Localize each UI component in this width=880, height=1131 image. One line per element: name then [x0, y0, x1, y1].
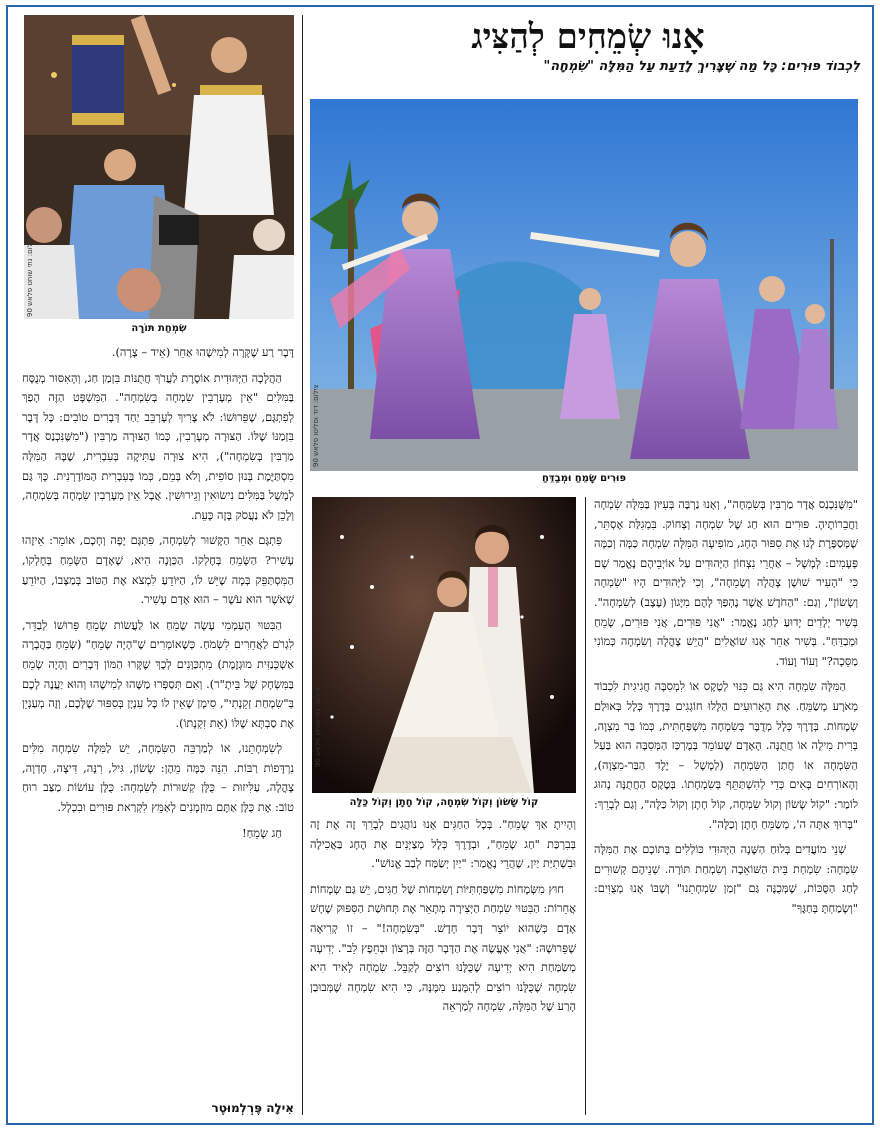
torah-photo-caption: שִׂמְחַת תּוֹרָה: [131, 323, 187, 334]
wedding-photo-caption: קוֹל שָׂשׂוֹן וְקוֹל שִׂמְחָה, קוֹל חָתָן וְקוֹל כַּלָּה: [349, 797, 539, 808]
paragraph: "מִשֶּׁנִּכְנַס אֲדָר מַרְבִּין בְּשִׂמְחָה", וְאָנוּ נַרְבֶּה בְּעִיּוּן בַּמִּלָּה שִׂמְחָה וַחֲבֵרוֹתֶיהָ. פּוּרִים הוּא חַג שֶׁל שִׂמְחָה וְצְחוֹק. בִּמְגִלַּת אֶסְתֵּר, שֶׁמְּסַפֶּרֶת לָנוּ אֶת סִפּוּר הֶחָג, מוֹפִיעָה הַמִּלָּה שִׂמְחָה כַּמָּה וְכַמָּה פְּעָמִים: לְמָשָׁל – אַחֲרֵי נִצְחוֹן הַיְּהוּדִים עַל אוֹיְבֵיהֶם נֶאֱמַר שָׁם כִּי "הָעִיר שׁוּשָׁן צָהֲלָה וְשָׂמֵחָה", וְכִי לַיְּהוּדִים הָיוּ "שִׂמְחָה וְשָׂשׂוֹן", וְגַם: "הַחֹדֶשׁ אֲשֶׁר נֶהְפַּךְ לָהֶם מִיָּגוֹן (עֶצֶב) לְשִׂמְחָה". בְּשִׁיר יְלָדִים יָדוּעַ לַחַג נֶאֱמַר: "אֲנִי פּוּרִים, אֲנִי פּוּרִים, שָׂמֵחַ וּמְבַדֵּחַ". בְּשִׁיר אַחֵר אָנוּ שׁוֹאֲלִים "הֲיֵשׁ צָהֳלָה וְשִׂמְחָה כְּמוֹנִי מַסֵּכָה?" וְעוֹד וָעוֹד.: [594, 498, 858, 668]
paragraph: הַהֲלָכָה הַיְּהוּדִית אוֹסֶרֶת לַעֲרֹךְ חֲתֻנּוֹת בִּזְמַן חַג, וְהָאִסּוּר מְנֻסָּח בַּמִּלִּים "אֵין מְעָרְבִין שִׂמְחָה בְּשִׂמְחָה". הַמִּשְׁפָּט הַזֶּה הָפַךְ לְפִתְגָּם, שֶׁפֵּרוּשׁוֹ: לֹא צָרִיךְ לְעָרְבֵּב יַחַד דְּבָרִים טוֹבִים: כָּל דָּבָר בִּזְמַנּוֹ שֶׁלּוֹ. הַצּוּרָה מְעָרְבִין, כְּמוֹ הַצּוּרָה מַרְבִּין ("מִשֶּׁנִּכְנַס אֲדָר מַרְבִּין בְּשִׂמְחָה"), הִיא צוּרָה עַתִּיקָה בְּעִבְרִית, שֶׁבָּהּ הַמִּלָּה מִסְתַּיֶּמֶת בְּנוּן סוֹפִית, וְלֹא בְּמֵם, כְּמוֹ בְּעִבְרִית הַמּוֹדֶרְנִית. כָּךְ גַּם לְמָשָׁל בַּמִּלִּים נִישׂוּאִין וְגֵירוּשִׁין. אֲבָל אֵין מְעָרְבִין שִׂמְחָה בְּשִׂמְחָה, וְלָכֵן לֹא נַעֲסֹק בָּזֶה כָּעֵת.: [22, 371, 294, 522]
paragraph: וְהָיִיתָ אַךְ שָׂמֵחַ". בְּכָל הַחַגִּים אָנוּ נוֹהֲגִים לְבָרֵךְ זֶה אֶת זֶה בְּבִרְכַּת "חַג שָׂמֵחַ", וּבְדֶרֶךְ כְּלָל מְצַיְּנִים אֶת הֶחָג בַּאֲכִילָה וּבִשְׁתִיַּת יַיִן, שֶׁהֲרֵי נֶאֱמַר: "יַיִן יְשַׂמַּח לְבַב אֱנוֹשׁ".: [310, 818, 576, 871]
left-text-column: [22, 343, 294, 1101]
paragraph: הַבִּטּוּי הָעַמְמִי עָשָׂה שָׂמֵחַ אוֹ לַעֲשׂוֹת שָׂמֵחַ פֵּרוּשׁוֹ לְבַדֵּר, לִגְרֹם לַאֲחֵרִים לִשְׂמֹחַ. כְּשֶׁאוֹמְרִים שֶׁ"הָיָה שָׂמֵחַ" (שְׂמֵחַ בַּהֲבָרָה אַשְׁכְּנַזִּית מוּגְזֶמֶת) מִתְכַּוְּנִים לְכָךְ שֶׁקָּרוּ הַמּוֹן דְּבָרִים וְהָיָה שָׂמֵחַ בַּמִּשְׂחָק שֶׁל בֵּיתָ"ר). וְאִם תְּסַפְּרוּ מַשֶּׁהוּ לְמִישֶׁהוּ וְהוּא יַעֲנֶה לָכֶם בְּ"שִׂמְחַת זְקֵנָתִי", סִימָן שֶׁאֵין לוֹ כָּל עִנְיָן בְּסִפּוּר שֶׁלָּכֶם, וְזֶה מְעַנְיֵן אֶת סַבְתָּא שֶׁלּוֹ (אֵת זִקְנָתוֹ).: [22, 618, 294, 730]
article-page: [6, 5, 874, 1125]
paragraph: דָּבָר רַע שֶׁקָּרָה לְמִישֶׁהוּ אַחֵר (אֵיד – צָרָה).: [111, 346, 294, 359]
middle-text-column: [310, 815, 576, 1121]
article-title: אָנוּ שְׂמֵחִים לְהַצִּיג: [471, 17, 705, 57]
torah-photo-credit: צילום: נתי שוחט פלאש 90: [26, 237, 34, 317]
column-divider: [585, 497, 586, 1115]
paragraph: לְשִׂמְחָתֵנוּ, אוֹ לְמַרְבֵּה הַשִּׂמְחָה, יֵשׁ לַמִּלָּה שִׂמְחָה מִלִּים נִרְדָּפוֹת רַבּוֹת. הִנֵּה כַּמָּה מֵהֶן: שָׂשׂוֹן, גִּיל, רִנָּה, דִּיצָה, חֶדְוָה, צָהֳלָה, עַלִּיזוּת – כֻּלָּן קְשׁוּרוֹת לְשִׂמְחָה: כֻּלָּן עוֹשׂוֹת מַצַּב רוּחַ טוֹב: אֶת כֻּלָּן אַתֶּם מוּזְמָנִים לְאַמֵּץ לִקְרַאת פּוּרִים וּבִכְלָל.: [22, 742, 294, 815]
purim-photo-caption: פּוּרִים שָׂמֵחַ וּמְבַדֵּחַ: [541, 473, 627, 484]
column-divider: [302, 15, 303, 1115]
paragraph: חַג שָׂמֵחַ!: [242, 826, 282, 840]
right-text-column: [594, 495, 858, 1121]
wedding-photo-credit: צילום: נתי שוחט פלאש 90: [314, 687, 322, 767]
wedding-image: [312, 497, 576, 793]
torah-photo: [24, 15, 294, 319]
article-subtitle: לִכְבוֹד פּוּרִים: כָּל מַה שֶּׁצָּרִיךְ לָדַעַת עַל הַמִּלָּה "שִׂמְחָה": [543, 59, 860, 74]
paragraph: פִּתְגָּם אַחֵר הַקָּשׁוּר לְשִׂמְחָה, פִּתְגָּם יָפֶה וְחָכָם, אוֹמֵר: אֵיזֶהוּ עָשִׁיר? הַשָּׂמֵחַ בְּחֶלְקוֹ. הַכַּוָּנָה הִיא, שֶׁאָדָם הַשָּׂמֵחַ בְּחֶלְקוֹ, הַמִּסְתַּפֵּק בְּמָה שֶׁיֵּשׁ לוֹ, הַיּוֹדֵעַ לִמְצֹא אֶת הַטּוֹב בְּמַצָּבוֹ, הַיּוֹדֵעַ שֶׁאֹשֶׁר הוּא עֹשֶׁר – הוּא אָדָם עָשִׁיר.: [22, 534, 294, 607]
paragraph: חוּץ מִשְּׂמָחוֹת מִשְׁפַּחְתִּיּוֹת וְשִׂמְחוֹת שֶׁל חַגִּים, יֵשׁ גַּם שְׂמָחוֹת אֲחֵרוֹת: הַבִּטּוּי שִׂמְחַת הַיְּצִירָה מְתָאֵר אֶת תְּחוּשַׁת הַסִּפּוּק שֶׁחָשׁ אָדָם כְּשֶׁהוּא יוֹצֵר דָּבָר חָדָשׁ. "בְּשִׂמְחָה!" – זוֹ קְרִיאָה שֶׁפֵּרוּשָׁהּ: "אֲנִי אֶעֱשֶׂה אֶת הַדָּבָר הַזֶּה בְּרָצוֹן וּבְחֵפֶץ לֵב". יְדִיעָה מְשַׂמַּחַת הִיא יְדִיעָה שֶׁכֻּלָּנוּ רוֹצִים לְקַבֵּל. שִׂמְחָה לָאִיד הִיא שִׂמְחָה שֶׁכֻּלָּנוּ רוֹצִים לְהִמָּנַע מִמֶּנָּה, כִּי הִיא שִׂמְחָה שֶׁמְּבוּבַן הָרַע שֶׁל הַמִּלָּה, שִׂמְחָה לְמַרְאֵה: [310, 882, 576, 1014]
purim-photo-credit: צילום: דוד וסליטו פלאש 90: [312, 384, 320, 467]
paragraph: שְׁנֵי מוֹעֲדִים בְּלוּחַ הַשָּׁנָה הַיְּהוּדִי כּוֹלְלִים בְּתוֹכָם אֶת הַמִּלָּה שִׂמְחָה: שִׂמְחַת בֵּית הַשּׁוֹאֵבָה וְשִׂמְחַת תּוֹרָה. שְׁנֵיהֶם קְשׁוּרִים לְחַג הַסֻּכּוֹת, שֶׁמְּכֻנֶּה גַּם "זְמַן שִׂמְחָתֵנוּ" וְשֶׁבּוֹ אָנוּ מְצֻוִּים: "וְשָׂמַחְתָּ בְּחַגֶּךָ": [594, 843, 858, 915]
paragraph: הַמִּלָּה שִׂמְחָה הִיא גַּם כִּנּוּי לְטֶקֶס אוֹ לִמְסִבָּה חֲגִיגִית לִכְבוֹד מְאֹרָע מְשַׂמֵּחַ. אֶת הָאֵרוּעִים הַלָּלוּ חוֹגְגִים בְּדֶרֶךְ כְּלָל בְּאוּלַם שְׂמָחוֹת. בְּדֶרֶךְ כְּלָל מְדֻבָּר בְּשִׂמְחָה מִשְׁפַּחְתִּית, כְּמוֹ בַּר מִצְוָה, בְּרִית מִילָה אוֹ חֲתֻנָּה. הָאָדָם שֶׁעוֹמֵד בְּמֶרְכַּז הַמְּסִבָּה הוּא בַּעַל הַשִּׂמְחָה אוֹ חֲתַן הַשִּׂמְחָה (לְמָשָׁל – יֶלֶד הַבַּר-מִצְוָה), וְהָאוֹרְחִים בָּאִים כְּדֵי לְהִשְׁתַּתֵּף בְּשִׂמְחָתוֹ. בְּטֶקֶס הַחֲתֻנָּה נָהוּג לוֹמַר: "קוֹל שָׂשׂוֹן וְקוֹל שִׂמְחָה, קוֹל חָתָן וְקוֹל כַּלָּה", וְגַם לְבָרֵךְ: "בָּרוּךְ אַתָּה ה', מְשַׂמֵּחַ חָתָן וְכַלָּה".: [594, 680, 858, 831]
simchat-torah-image: [24, 15, 294, 319]
wedding-photo: [312, 497, 576, 793]
author-name: אִילָה פֶּרְלְמוּטֶר: [211, 1101, 294, 1115]
purim-parade-image: [310, 99, 858, 471]
purim-photo: [310, 99, 858, 471]
